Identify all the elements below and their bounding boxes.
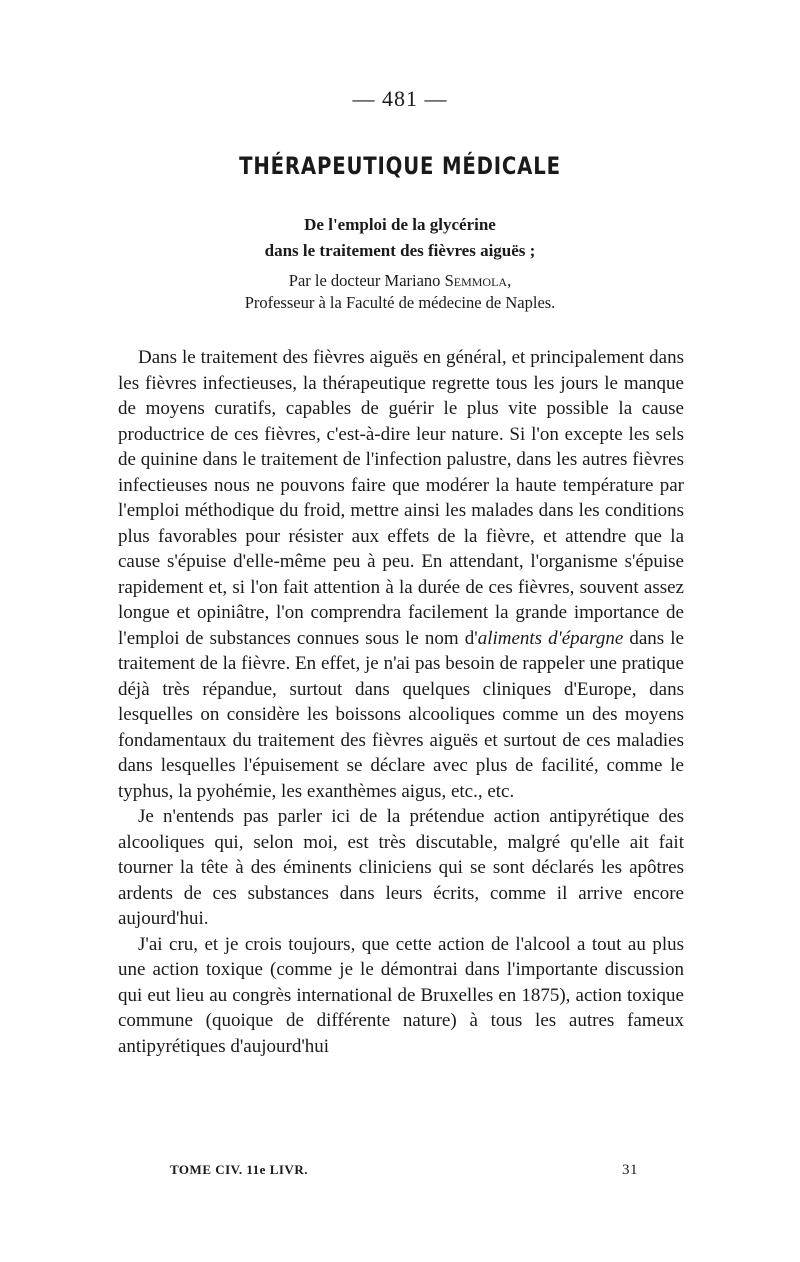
page-footer <box>170 1162 638 1179</box>
byline-prefix: Par le docteur Mariano <box>288 271 445 290</box>
paragraph-3: J'ai cru, et je crois toujours, que cette action de l'alcool a tout au plus une action toxique (comme je le démontrai dans l'importante discussion qui eut lieu au congrès international de Bruxelles en 1875), action toxique commune (quoique de différente nature) à tous les autres fameux antipyrétiques d'aujourd'hui <box>118 933 684 1057</box>
paragraph-1 <box>118 345 684 804</box>
article-title-line-1: De l'emploi de la glycérine <box>304 215 496 234</box>
signature-mark: TOME CIV. 11e LIVR. <box>170 1162 308 1177</box>
paragraph-1-part-a: Dans le traitement des fièvres aiguës en général, et principalement dans les fièvres infectieuses, la thérapeutique regrette tous les jours le manque de moyens curatifs, capables de guérir le plus vite possible la cause productrice de ces fièvres, c'est-à-dire leur nature. Si l'on excepte les sels de quinine dans le traitement de l'infection palustre, dans les autres fièvres infectieuses nous ne pouvons faire que modérer la haute température par l'emploi méthodique du froid, mettre ainsi les malades dans les conditions plus favorables pour résister aux effets de la fièvre, et attendre que la cause s'épuise d'elle-même peu à peu. En attendant, l'organisme s'épuise rapidement et, si l'on fait attention à la durée de ces fièvres, souvent assez longue et opiniâtre, l'on comprendra facilement la grande importance de l'emploi de substances connues sous le nom d' <box>118 347 684 649</box>
page-number: — 481 — <box>352 86 448 111</box>
author-affiliation: Professeur à la Faculté de médecine de Naples. <box>244 293 556 312</box>
author-line <box>0 270 800 292</box>
section-title: THÉRAPEUTIQUE MÉDICALE <box>239 152 561 180</box>
paragraph-1-part-b: dans le traitement de la fièvre. En effet, je n'ai pas besoin de rappeler une pratique déjà très répandue, surtout dans quelques cliniques d'Europe, dans lesquelles on considère les boissons alcooliques comme un des moyens fondamentaux du traitement des fièvres aiguës et surtout de ces maladies dans lesquelles l'épuisement se déclare avec plus de facilité, comme le typhus, la pyohémie, les exanthèmes aigus, etc., etc. <box>118 627 684 802</box>
signature-number: 31 <box>622 1162 638 1178</box>
article-body <box>118 345 684 1059</box>
paragraph-2: Je n'entends pas parler ici de la prétendue action antipyrétique des alcooliques qui, selon moi, est très discutable, malgré qu'elle ait fait tourner la tête à des éminents cliniciens qui se sont déclarés les apôtres ardents de ces substances dans leurs écrits, comme il arrive encore aujourd'hui. <box>118 806 684 929</box>
italic-term: aliments d'épargne <box>477 627 624 649</box>
byline-suffix: , <box>507 271 512 290</box>
article-title-line-2: dans le traitement des fièvres aiguës ; <box>264 241 536 260</box>
author-surname: Semmola <box>444 271 508 290</box>
byline <box>0 270 800 314</box>
article-title <box>0 212 800 264</box>
